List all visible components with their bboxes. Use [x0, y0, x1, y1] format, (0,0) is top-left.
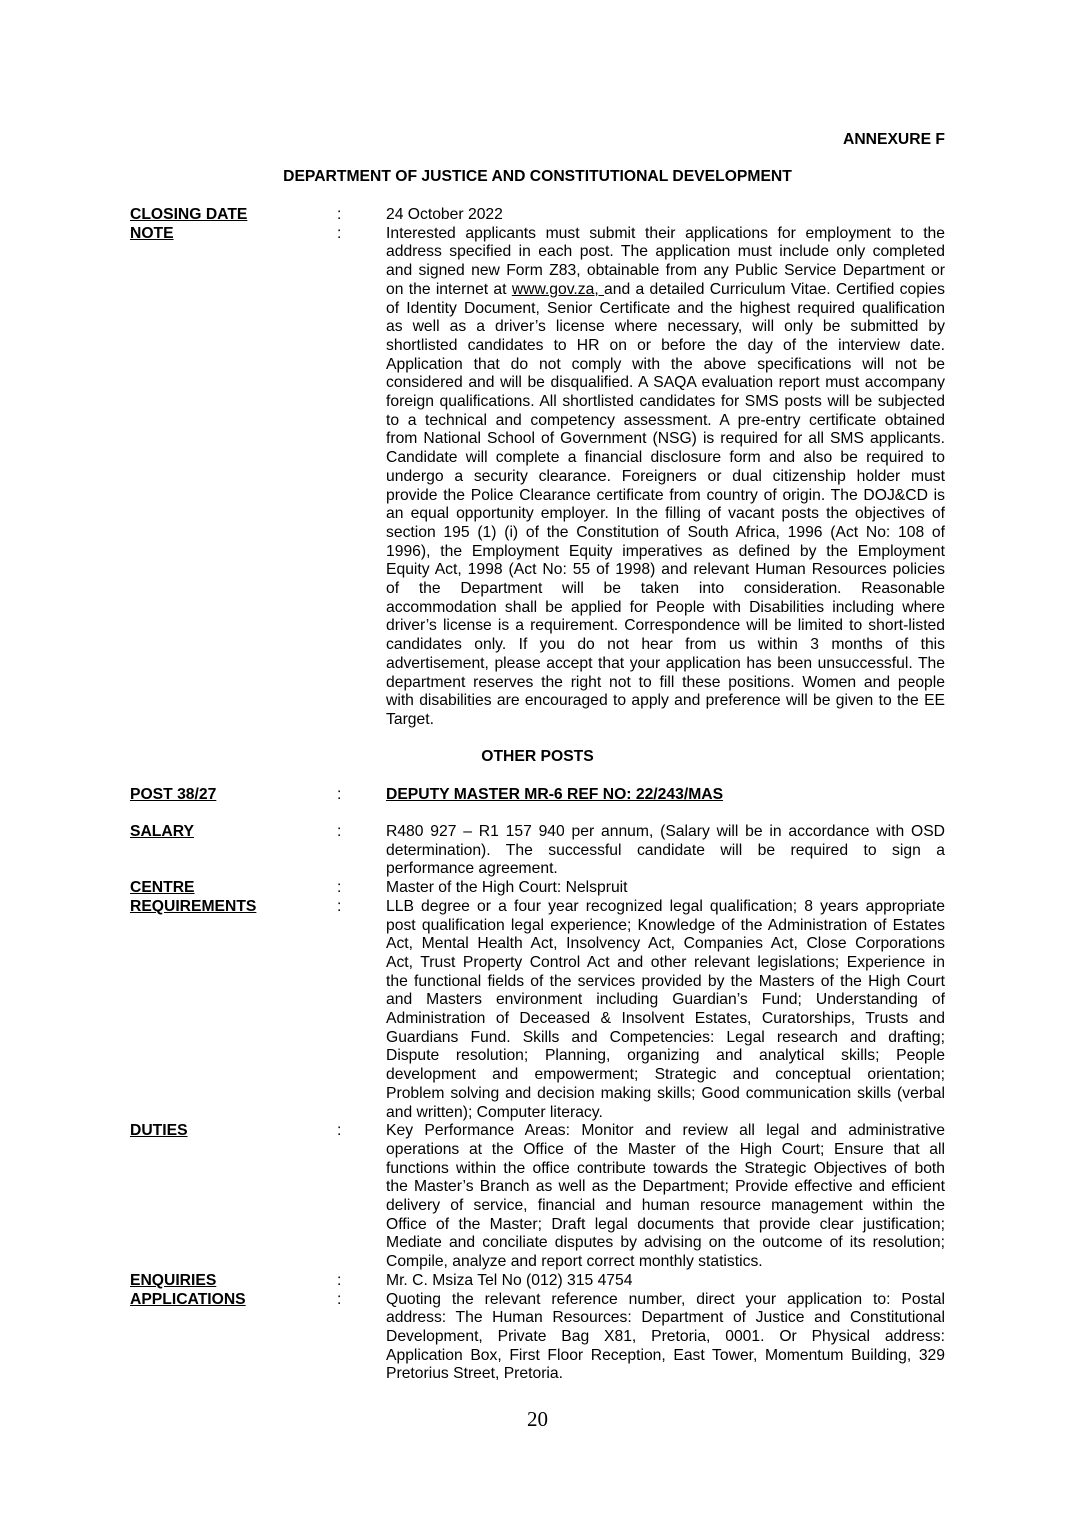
- text-line: LLB degree or a four year recognized legal qualification; 8 years appropriate: [386, 897, 945, 915]
- post-field: [130, 786, 945, 805]
- field-separator: :: [337, 1290, 342, 1308]
- field-separator: :: [337, 224, 342, 242]
- text-line: Application that do not comply with the above specifications will not be: [386, 355, 945, 373]
- text-line: shortlisted candidates to HR on or before the day of the interview date.: [386, 336, 945, 354]
- enquiries-label: ENQUIRIES: [130, 1271, 217, 1289]
- field-separator: :: [337, 879, 342, 897]
- text-line: Target.: [386, 710, 434, 728]
- applications-label: APPLICATIONS: [130, 1290, 246, 1308]
- field-label: [130, 206, 337, 225]
- note-value: [386, 225, 945, 730]
- text-line: functions within the office contribute towards the Strategic Objectives of both: [386, 1159, 945, 1177]
- text-line: 1996), the Employment Equity imperatives as defined by the Employment: [386, 542, 945, 560]
- page-number: 20: [527, 1407, 548, 1431]
- text-line: Development, Private Bag X81, Pretoria, 0001. Or Physical address:: [386, 1327, 945, 1345]
- text-line: Application Box, First Floor Reception, East Tower, Momentum Building, 329: [386, 1346, 945, 1364]
- text-line: address: The Human Resources: Department of Justice and Constitutional: [386, 1309, 945, 1327]
- text-line: of Identity Document, Senior Certificate and the highest required qualification: [386, 299, 945, 317]
- enquiries-value: [386, 1272, 945, 1291]
- field-separator: :: [337, 1122, 342, 1140]
- text-line: Administration of Deceased & Insolvent Estates, Curatorships, Trusts and: [386, 1010, 945, 1028]
- field-separator: :: [337, 206, 342, 223]
- text-line: development and empowerment; Strategic and conceptual orientation;: [386, 1066, 945, 1084]
- text-line: to a technical and competency assessment. A pre-entry certificate obtained: [386, 411, 945, 429]
- text-line: Mediate and conciliate disputes by advising on the outcome of its resolution;: [386, 1234, 945, 1252]
- text-line: Act, Mental Health Act, Insolvency Act, Companies Act, Close Corporations: [386, 935, 945, 953]
- text-line: Guardians Fund. Skills and Competencies: Legal research and drafting;: [386, 1028, 945, 1046]
- duties-label: DUTIES: [130, 1122, 188, 1140]
- note-field: [130, 225, 945, 730]
- duties-value: [386, 1122, 945, 1272]
- text-line: foreign qualifications. All shortlisted candidates for SMS posts will be subjected: [386, 393, 945, 411]
- text-line: address specified in each post. The application must include only completed: [386, 243, 945, 261]
- field-separator: :: [337, 897, 342, 915]
- text-line: Office of the Master; Draft legal documents that provide clear justification;: [386, 1215, 945, 1233]
- text-line: R480 927 – R1 157 940 per annum, (Salary will be in accordance with OSD: [386, 823, 945, 840]
- text-line: operations at the Office of the Master of the High Court; Ensure that all: [386, 1140, 945, 1158]
- text-line: the functional fields of the services provided by the Masters of the High Court: [386, 972, 945, 990]
- enquiries-field: [130, 1272, 945, 1291]
- text-line: Compile, analyze and report correct monthly statistics.: [386, 1253, 763, 1271]
- annexure-heading: ANNEXURE F: [843, 131, 945, 148]
- text-line: advertisement, please accept that your application has been unsuccessful. The: [386, 654, 945, 672]
- other-posts-heading: OTHER POSTS: [481, 748, 594, 765]
- text-line: provide the Police Clearance certificate from country of origin. The DOJ&CD is: [386, 486, 945, 504]
- post-title: DEPUTY MASTER MR-6 REF NO: 22/243/MAS: [386, 786, 724, 803]
- text-segment: and a detailed Curriculum Vitae. Certified copies: [604, 280, 945, 298]
- text-line: determination). The successful candidate will be required to sign a: [386, 841, 945, 859]
- field-separator: :: [337, 786, 342, 803]
- applications-field: [130, 1291, 945, 1385]
- requirements-label: REQUIREMENTS: [130, 897, 257, 915]
- centre-value: [386, 879, 945, 898]
- post-details-section: [130, 823, 945, 1384]
- field-label: [130, 786, 337, 805]
- requirements-field: [130, 898, 945, 1122]
- field-label: [130, 225, 337, 730]
- text-line: undergo a security clearance. Foreigners or dual citizenship holder must: [386, 467, 945, 485]
- field-label: [130, 1291, 337, 1385]
- closing-date-value: [386, 206, 945, 225]
- text-line: Key Performance Areas: Monitor and review all legal and administrative: [386, 1122, 945, 1140]
- centre-label: CENTRE: [130, 879, 195, 897]
- salary-value: [386, 823, 945, 879]
- field-label: [130, 1122, 337, 1272]
- post-number-label: POST 38/27: [130, 786, 217, 803]
- field-separator: :: [337, 823, 342, 840]
- salary-label: SALARY: [130, 823, 194, 840]
- text-line: Pretorius Street, Pretoria.: [386, 1365, 563, 1383]
- text-line: Candidate will complete a financial disclosure form and also be required to: [386, 449, 945, 467]
- text-line: accommodation shall be applied for People with Disabilities including where: [386, 598, 945, 616]
- text-segment: on the internet at: [386, 280, 512, 298]
- text-line: and Masters environment including Guardian’s Fund; Understanding of: [386, 991, 945, 1009]
- text-line: Mr. C. Msiza Tel No (012) 315 4754: [386, 1271, 633, 1289]
- text-line: an equal opportunity employer. In the filling of vacant posts the objectives of: [386, 505, 945, 523]
- text-line: of the Department will be taken into consideration. Reasonable: [386, 580, 945, 598]
- field-label: [130, 1272, 337, 1291]
- text-line: as well as a driver’s license where necessary, will only be submitted by: [386, 318, 945, 336]
- field-label: [130, 879, 337, 898]
- text-line: delivery of service, financial and human resource management within the: [386, 1197, 945, 1215]
- text-line: and written); Computer literacy.: [386, 1103, 603, 1121]
- text-line: Equity Act, 1998 (Act No: 55 of 1998) and relevant Human Resources policies: [386, 561, 945, 579]
- requirements-value: [386, 898, 945, 1122]
- applications-value: [386, 1291, 945, 1385]
- text-line: Act, Trust Property Control Act and other relevant legislations; Experience in: [386, 953, 945, 971]
- general-info-section: [130, 206, 945, 730]
- text-line: section 195 (1) (i) of the Constitution of South Africa, 1996 (Act No: 108 of: [386, 523, 945, 541]
- text-line: performance agreement.: [386, 860, 558, 878]
- text-line: candidates only. If you do not hear from us within 3 months of this: [386, 636, 945, 654]
- closing-date-label: CLOSING DATE: [130, 206, 248, 223]
- post-header: [130, 786, 945, 805]
- field-label: [130, 898, 337, 1122]
- note-label: NOTE: [130, 224, 174, 242]
- text-line: [386, 281, 945, 300]
- text-line: Quoting the relevant reference number, direct your application to: Postal: [386, 1290, 945, 1308]
- text-line: the Master’s Branch as well as the Department; Provide effective and efficient: [386, 1178, 945, 1196]
- text-line: department reserves the right not to fill these positions. Women and people: [386, 673, 945, 691]
- salary-field: [130, 823, 945, 879]
- text-line: Problem solving and decision making skills; Good communication skills (verbal: [386, 1084, 945, 1102]
- department-title: DEPARTMENT OF JUSTICE AND CONSTITUTIONAL DEVELOPMENT: [283, 168, 792, 185]
- duties-field: [130, 1122, 945, 1272]
- text-line: 24 October 2022: [386, 206, 503, 223]
- text-line: Interested applicants must submit their applications for employment to the: [386, 224, 945, 242]
- text-line: Master of the High Court: Nelspruit: [386, 879, 628, 897]
- post-title-cell: [386, 786, 945, 805]
- text-line: with disabilities are encouraged to apply and preference will be given to the EE: [386, 692, 945, 710]
- centre-field: [130, 879, 945, 898]
- website-link[interactable]: www.gov.za,: [511, 280, 604, 298]
- field-label: [130, 823, 337, 879]
- text-line: driver’s license is a requirement. Correspondence will be limited to short-listed: [386, 617, 945, 635]
- text-line: Dispute resolution; Planning, organizing and analytical skills; People: [386, 1047, 945, 1065]
- closing-date-field: [130, 206, 945, 225]
- text-line: from National School of Government (NSG) is required for all SMS applicants.: [386, 430, 945, 448]
- text-line: post qualification legal experience; Knowledge of the Administration of Estates: [386, 916, 945, 934]
- text-line: and signed new Form Z83, obtainable from any Public Service Department or: [386, 262, 945, 280]
- field-separator: :: [337, 1271, 342, 1289]
- text-line: considered and will be disqualified. A SAQA evaluation report must accompany: [386, 374, 945, 392]
